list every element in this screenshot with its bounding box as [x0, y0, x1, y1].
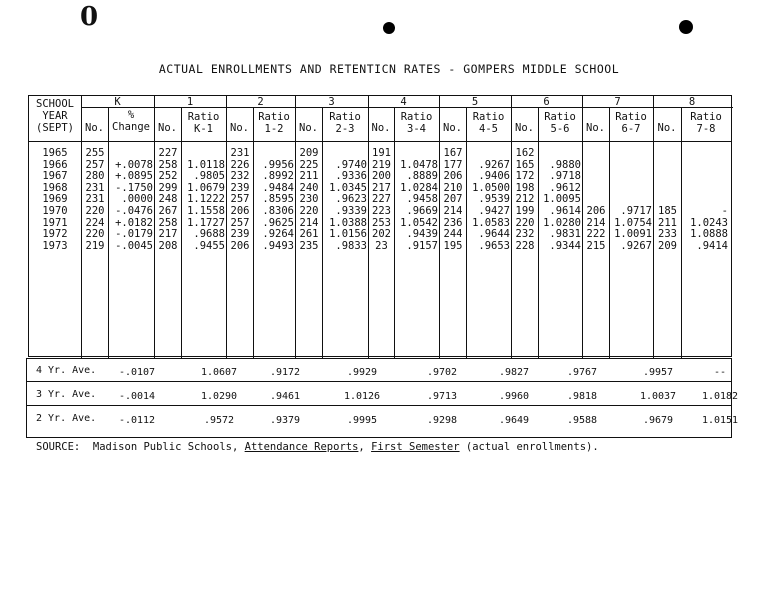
table-cell: 209: [658, 239, 677, 252]
average-value: .9649: [498, 415, 530, 426]
punch-hole-center: [383, 22, 395, 34]
table-cell: [654, 148, 681, 160]
table-cell: 1.1727: [187, 216, 225, 229]
table-cell: 1.0284: [400, 181, 438, 194]
table-cell: 232: [515, 228, 535, 241]
table-cell: 1966: [42, 158, 68, 171]
grade-label-5: 5: [471, 96, 479, 108]
table-cell: 228: [515, 239, 535, 252]
table-cell: .9427: [478, 204, 510, 217]
g5-ratio-column: [467, 148, 510, 252]
k-change-column: [109, 148, 153, 252]
table-cell: 236: [443, 216, 463, 229]
average-value: .9679: [642, 415, 674, 426]
header-line: Ratio: [400, 111, 433, 123]
grade-label-2: 2: [257, 96, 264, 108]
table-cell: -.1750: [115, 181, 153, 194]
ratio-header-5-6: [538, 111, 582, 135]
table-cell: 206: [443, 170, 463, 183]
table-cell: .8889: [406, 170, 438, 183]
average-value: .9957: [642, 367, 674, 378]
header-line: Ratio: [690, 111, 722, 123]
table-cell: .9406: [478, 170, 510, 183]
header-line: K-1: [194, 123, 213, 135]
average-value: .9767: [566, 367, 598, 378]
grade-label-k: K: [114, 96, 121, 108]
table-cell: 1.0754: [614, 216, 652, 229]
table-cell: 1.0156: [329, 228, 367, 241]
table-cell: 248: [158, 193, 178, 206]
table-cell: 211: [299, 170, 319, 183]
header-line: Ratio: [258, 111, 290, 123]
no-header: No.: [299, 122, 318, 134]
table-cell: .9339: [335, 204, 367, 217]
table-cell: [254, 148, 294, 160]
table-cell: .9439: [406, 228, 438, 241]
average-value: 1.0607: [200, 367, 238, 378]
average-label: 2 Yr. Ave.: [36, 413, 97, 424]
table-cell: 299: [158, 181, 178, 194]
table-cell: .9484: [262, 181, 294, 194]
table-cell: .9717: [620, 204, 652, 217]
g7-ratio-column: [610, 148, 652, 252]
header-divider: [29, 141, 731, 142]
table-cell: 1972: [42, 228, 68, 241]
table-cell: 23: [375, 239, 388, 252]
table-cell: 255: [85, 147, 105, 159]
table-cell: 231: [85, 193, 105, 206]
table-cell: 214: [299, 216, 319, 229]
table-cell: 231: [230, 147, 250, 159]
table-cell: .9644: [478, 228, 510, 241]
pct-change-header: [108, 109, 154, 133]
table-cell: 227: [372, 193, 391, 206]
table-cell: .9264: [262, 228, 294, 241]
table-cell: 1.1558: [187, 204, 225, 217]
table-cell: 257: [230, 193, 250, 206]
average-value: .9172: [269, 367, 301, 378]
no-header: No.: [657, 122, 677, 134]
header-line: 3-4: [407, 123, 426, 135]
average-value: .9827: [498, 367, 530, 378]
table-cell: 162: [515, 147, 535, 159]
table-cell: .9458: [406, 193, 438, 206]
table-cell: 233: [658, 228, 677, 241]
g4-ratio-column: [395, 148, 438, 252]
table-cell: 1.0345: [329, 181, 367, 194]
punch-mark-left: 0: [80, 2, 99, 32]
table-cell: 227: [158, 147, 178, 159]
table-cell: 1.0095: [543, 193, 581, 206]
table-cell: 1.0542: [400, 216, 438, 229]
enrollment-table: [28, 95, 732, 357]
header-line: 4-5: [479, 123, 498, 135]
table-cell: .9688: [193, 228, 225, 241]
table-cell: 214: [443, 204, 463, 217]
grade-label-4: 4: [400, 96, 407, 108]
avg-divider: [27, 405, 731, 406]
k-no-column: [82, 148, 108, 252]
table-cell: 244: [443, 228, 463, 241]
table-cell: .9718: [549, 170, 581, 183]
g3-ratio-column: [323, 148, 367, 252]
punch-hole-right: [679, 20, 693, 34]
table-cell: 225: [299, 158, 319, 171]
grade-label-7: 7: [614, 96, 621, 108]
average-value: 1.0182: [701, 391, 739, 402]
average-value: .9960: [498, 391, 530, 402]
table-cell: 261: [299, 228, 319, 241]
table-cell: .9833: [335, 239, 367, 252]
header-line: %: [127, 109, 135, 121]
g6-ratio-column: [539, 148, 581, 252]
g1-ratio-column: [182, 148, 225, 252]
table-cell: 230: [299, 193, 319, 206]
no-header: No.: [85, 122, 104, 134]
table-cell: 177: [443, 158, 463, 171]
table-cell: .8595: [262, 193, 294, 206]
table-cell: .9669: [406, 204, 438, 217]
table-cell: -.0045: [115, 239, 153, 252]
table-cell: 220: [85, 228, 105, 241]
no-header: No.: [443, 122, 462, 134]
table-cell: 240: [299, 181, 319, 194]
table-cell: -: [721, 204, 728, 217]
table-cell: 217: [372, 181, 391, 194]
page-title: ACTUAL ENROLLMENTS AND RETENTICN RATES - GOMPERS MIDDLE SCHOOL: [158, 62, 620, 76]
table-cell: 202: [372, 228, 391, 241]
table-cell: 1.0500: [472, 181, 510, 194]
table-cell: 219: [372, 158, 391, 171]
table-cell: 214: [586, 216, 606, 229]
table-cell: 220: [299, 204, 319, 217]
year-column: [29, 148, 81, 252]
table-cell: 198: [515, 181, 535, 194]
source-sep: ,: [358, 441, 372, 453]
table-cell: .9623: [335, 193, 367, 206]
table-cell: [610, 148, 652, 160]
table-cell: 1973: [42, 239, 68, 252]
table-cell: 217: [158, 228, 178, 241]
table-cell: 231: [85, 181, 105, 194]
header-line: Ratio: [544, 111, 576, 123]
average-value: .9298: [426, 415, 458, 426]
average-value: .9572: [203, 415, 235, 426]
table-cell: .9831: [549, 228, 581, 241]
header-line: 7-8: [696, 123, 716, 135]
table-cell: 209: [299, 147, 319, 159]
average-value: 1.0290: [200, 391, 238, 402]
average-value: -.0107: [118, 367, 156, 378]
average-value: .9818: [566, 391, 598, 402]
source-suffix: (actual enrollments).: [459, 441, 599, 453]
no-header: No.: [158, 122, 177, 134]
table-cell: 211: [658, 216, 677, 229]
table-cell: .9493: [262, 239, 294, 252]
table-cell: 1.0388: [329, 216, 367, 229]
table-cell: 1.0280: [543, 216, 581, 229]
table-cell: 232: [230, 170, 250, 183]
grade-label-6: 6: [543, 96, 550, 108]
header-line: 2-3: [335, 123, 355, 135]
ratio-header-1-2: [253, 111, 295, 135]
header-line: Ratio: [187, 111, 220, 123]
table-cell: 199: [515, 204, 535, 217]
table-cell: .9267: [478, 158, 510, 171]
average-value: 1.0037: [639, 391, 677, 402]
table-cell: 220: [515, 216, 535, 229]
table-cell: 1.0118: [187, 158, 225, 171]
table-cell: .9267: [620, 239, 652, 252]
g8-ratio-column: [682, 148, 728, 252]
average-value: .9929: [346, 367, 378, 378]
table-cell: .8992: [262, 170, 294, 183]
table-cell: 280: [85, 170, 105, 183]
ratio-header-7-8: [681, 111, 731, 135]
table-cell: 1968: [42, 181, 68, 194]
grade-label-8: 8: [688, 96, 696, 108]
header-line: Ratio: [615, 111, 647, 123]
ratio-header-k-1: [181, 111, 226, 135]
table-cell: [323, 148, 367, 160]
table-cell: .9344: [549, 239, 581, 252]
table-cell: 224: [85, 216, 105, 229]
g2-ratio-column: [254, 148, 294, 252]
grade-label-3: 3: [328, 96, 335, 108]
table-cell: 207: [443, 193, 463, 206]
header-line: YEAR: [42, 110, 68, 122]
table-cell: 1.0679: [187, 181, 225, 194]
table-cell: 257: [85, 158, 105, 171]
average-value: .9588: [566, 415, 598, 426]
average-value: -.0014: [118, 391, 156, 402]
source-note: [36, 441, 599, 453]
g8-no-column: [654, 148, 681, 252]
average-value: .9461: [269, 391, 301, 402]
g5-no-column: [440, 148, 466, 252]
table-cell: 239: [230, 228, 250, 241]
table-cell: 167: [443, 147, 463, 159]
table-cell: 195: [443, 239, 463, 252]
header-line: (SEPT): [36, 122, 74, 134]
table-cell: 185: [658, 204, 677, 217]
table-cell: 165: [515, 158, 535, 171]
source-semester: First Semester: [371, 441, 460, 453]
table-cell: .9612: [549, 181, 581, 194]
average-label: 4 Yr. Ave.: [36, 365, 97, 376]
table-cell: -.0476: [115, 204, 153, 217]
table-cell: 267: [158, 204, 178, 217]
ratio-header-6-7: [609, 111, 653, 135]
g6-no-column: [512, 148, 538, 252]
table-cell: 219: [85, 239, 105, 252]
table-cell: 1965: [42, 147, 68, 159]
average-value: 1.0151: [701, 415, 739, 426]
table-cell: 172: [515, 170, 535, 183]
average-value: .9713: [426, 391, 458, 402]
table-cell: 239: [230, 181, 250, 194]
table-cell: .9625: [262, 216, 294, 229]
average-value: 1.0126: [343, 391, 381, 402]
table-cell: 215: [586, 239, 606, 252]
table-cell: .9414: [696, 239, 728, 252]
no-header: No.: [230, 122, 249, 134]
table-cell: 1.0478: [400, 158, 438, 171]
table-cell: 222: [586, 228, 606, 241]
table-cell: 1.0243: [690, 216, 728, 229]
average-label: 3 Yr. Ave.: [36, 389, 97, 400]
table-cell: 1971: [42, 216, 68, 229]
table-cell: [682, 148, 728, 160]
table-cell: 191: [372, 147, 391, 159]
table-cell: 257: [230, 216, 250, 229]
table-cell: 1.0583: [472, 216, 510, 229]
table-cell: 1.1222: [187, 193, 225, 206]
table-cell: 223: [372, 204, 391, 217]
table-cell: .9805: [193, 170, 225, 183]
header-line: Change: [112, 121, 150, 133]
no-header: No.: [515, 122, 534, 134]
table-cell: +.0895: [115, 170, 153, 183]
header-line: Ratio: [472, 111, 505, 123]
table-cell: .9740: [335, 158, 367, 171]
table-cell: .9956: [262, 158, 294, 171]
table-cell: .9880: [549, 158, 581, 171]
table-cell: .9653: [478, 239, 510, 252]
table-cell: 206: [230, 204, 250, 217]
table-cell: [109, 148, 153, 160]
table-cell: 206: [230, 239, 250, 252]
average-value: .9702: [426, 367, 458, 378]
table-cell: 206: [586, 204, 606, 217]
table-cell: 235: [299, 239, 319, 252]
header-line: 1-2: [264, 123, 284, 135]
table-cell: .8306: [262, 204, 294, 217]
table-cell: 253: [372, 216, 391, 229]
header-line: 6-7: [621, 123, 641, 135]
table-cell: [182, 148, 225, 160]
table-cell: .9455: [193, 239, 225, 252]
table-cell: [395, 148, 438, 160]
source-prefix: SOURCE: Madison Public Schools,: [36, 441, 245, 453]
header-line: 5-6: [550, 123, 570, 135]
table-cell: 1.0091: [614, 228, 652, 241]
table-cell: 200: [372, 170, 391, 183]
no-header: No.: [586, 122, 605, 134]
ratio-header-4-5: [466, 111, 511, 135]
table-cell: 212: [515, 193, 535, 206]
table-cell: 258: [158, 158, 178, 171]
table-cell: 210: [443, 181, 463, 194]
table-cell: .9539: [478, 193, 510, 206]
table-cell: +.0078: [115, 158, 153, 171]
table-cell: 252: [158, 170, 178, 183]
average-value: .9995: [346, 415, 378, 426]
table-cell: [467, 148, 510, 160]
header-line: Ratio: [329, 111, 361, 123]
table-cell: .9336: [335, 170, 367, 183]
grade-label-1: 1: [186, 96, 194, 108]
g2-no-column: [227, 148, 253, 252]
table-cell: 1969: [42, 193, 68, 206]
table-cell: [583, 148, 609, 160]
table-cell: 1.0888: [690, 228, 728, 241]
table-cell: 1970: [42, 204, 68, 217]
table-cell: .9614: [549, 204, 581, 217]
g4-no-column: [369, 148, 394, 252]
ratio-header-2-3: [322, 111, 368, 135]
g1-no-column: [155, 148, 181, 252]
table-cell: 1967: [42, 170, 68, 183]
average-value: --: [713, 367, 727, 378]
table-cell: [539, 148, 581, 160]
table-cell: -.0179: [115, 228, 153, 241]
no-header: No.: [371, 122, 391, 134]
school-year-header: [29, 98, 81, 134]
g7-no-column: [583, 148, 609, 252]
ratio-header-3-4: [394, 111, 439, 135]
averages-table: [26, 358, 739, 438]
table-cell: 258: [158, 216, 178, 229]
average-value: -.0112: [118, 415, 156, 426]
source-report: Attendance Reports: [244, 441, 359, 453]
table-cell: 208: [158, 239, 178, 252]
table-cell: +.0182: [115, 216, 153, 229]
table-cell: 226: [230, 158, 250, 171]
avg-divider: [27, 381, 731, 382]
g3-no-column: [296, 148, 322, 252]
table-cell: .0000: [121, 193, 153, 206]
table-cell: 220: [85, 204, 105, 217]
average-value: .9379: [269, 415, 301, 426]
table-cell: .9157: [406, 239, 438, 252]
header-line: SCHOOL: [36, 98, 74, 110]
